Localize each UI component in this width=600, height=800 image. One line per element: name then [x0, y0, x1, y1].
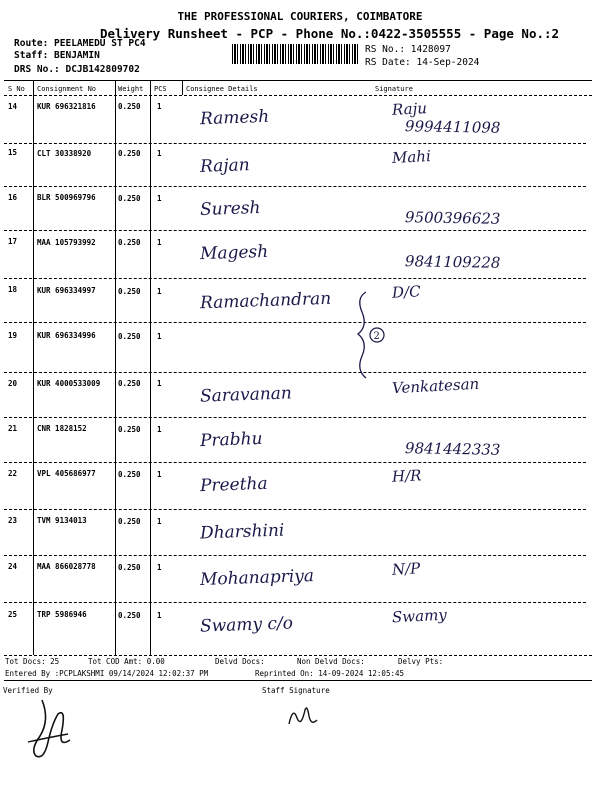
bracket-number: 2 [373, 331, 380, 342]
pcs: 1 [157, 563, 162, 572]
weight: 0.250 [118, 238, 141, 247]
receiver-phone: 9841109228 [404, 252, 501, 272]
col-header-sno: S No [8, 85, 25, 93]
sno: 24 [8, 562, 18, 571]
verified-by-label: Verified By [3, 686, 53, 695]
table-row [0, 96, 600, 136]
pcs: 1 [157, 332, 162, 341]
sno: 21 [8, 424, 18, 433]
receiver-phone: 9500396623 [404, 208, 501, 228]
consignee-handwriting: Dharshini [199, 520, 285, 544]
tot-cod-amount: Tot COD Amt: 0.00 [88, 657, 165, 666]
consignee-handwriting: Preetha [199, 473, 268, 497]
pcs: 1 [157, 611, 162, 620]
weight: 0.250 [118, 332, 141, 341]
pcs: 1 [157, 517, 162, 526]
pcs: 1 [157, 102, 162, 111]
table-row [0, 510, 600, 550]
staff-signature [285, 700, 325, 730]
pcs: 1 [157, 379, 162, 388]
weight: 0.250 [118, 470, 141, 479]
bracket-mark [352, 290, 392, 380]
receiver-signature: H/R [391, 466, 422, 486]
staff-signature-label: Staff Signature [262, 686, 330, 695]
consignment-no: KUR 696321816 [37, 102, 96, 111]
entered-by: Entered By :PCPLAKSHMI 09/14/2024 12:02:37 PM [5, 669, 209, 678]
col-header-consignment: Consignment No [37, 85, 97, 93]
company-name: THE PROFESSIONAL COURIERS, COIMBATORE [177, 10, 423, 23]
table-row [0, 231, 600, 271]
non-delivered-docs: Non Delvd Docs: [297, 657, 365, 666]
pcs: 1 [157, 470, 162, 479]
sno: 23 [8, 516, 18, 525]
sno: 15 [8, 148, 18, 157]
weight: 0.250 [118, 149, 141, 158]
pcs: 1 [157, 149, 162, 158]
table-row [0, 323, 600, 363]
sno: 17 [8, 237, 18, 246]
weight: 0.250 [118, 102, 141, 111]
weight: 0.250 [118, 379, 141, 388]
consignee-handwriting: Suresh [199, 197, 261, 221]
verified-by-signature [22, 690, 82, 770]
consignment-no: TVM 9134013 [37, 516, 87, 525]
drs-number: DRS No.: DCJB142809702 [14, 64, 140, 75]
rs-number: RS No.: 1428097 [365, 44, 451, 55]
consignee-handwriting: Ramachandran [199, 288, 332, 314]
receiver-signature: Swamy [391, 605, 448, 627]
col-header-weight: Weight [118, 85, 144, 93]
consignment-no: CLT 30338920 [37, 149, 92, 158]
consignee-handwriting: Swamy c/o [199, 613, 294, 637]
consignee-handwriting: Magesh [199, 241, 269, 265]
table-row [0, 144, 600, 184]
consignment-no: KUR 696334997 [37, 286, 96, 295]
consignee-handwriting: Mohanapriya [199, 566, 315, 590]
rs-date: RS Date: 14-Sep-2024 [365, 57, 480, 68]
table-bottom-border [4, 655, 592, 656]
consignment-no: TRP 5986946 [37, 610, 87, 619]
table-row [0, 418, 600, 458]
receiver-phone: 9841442333 [404, 439, 501, 459]
weight: 0.250 [118, 287, 141, 296]
table-row [0, 603, 600, 643]
consignment-no: BLR 500969796 [37, 193, 96, 202]
consignment-no: MAA 105793992 [37, 238, 96, 247]
receiver-signature: Venkatesan [391, 374, 480, 398]
consignment-no: KUR 696334996 [37, 331, 96, 340]
receiver-signature: Mahi [391, 146, 432, 168]
runsheet-title: Delivery Runsheet - PCP - Phone No.:0422-3505555 - Page No.:2 [100, 26, 560, 41]
consignment-no: CNR 1828152 [37, 424, 87, 433]
pcs: 1 [157, 194, 162, 203]
receiver-signature: N/P [391, 559, 421, 579]
verified-signature-text: A [52, 766, 53, 767]
receiver-phone: 9994411098 [404, 117, 501, 137]
delivered-docs: Delvd Docs: [215, 657, 265, 666]
route-label: Route: PEELAMEDU ST PC4 [14, 38, 146, 49]
col-header-details: Consignee Details [186, 85, 258, 93]
col-header-pcs: PCS [154, 85, 167, 93]
consignment-no: KUR 4000533009 [37, 379, 101, 388]
table-top-border [4, 80, 592, 81]
staff-signature-text: M [315, 728, 316, 729]
weight: 0.250 [118, 425, 141, 434]
weight: 0.250 [118, 563, 141, 572]
sno: 20 [8, 379, 18, 388]
sno: 25 [8, 610, 18, 619]
sno: 16 [8, 193, 18, 202]
staff-label: Staff: BENJAMIN [14, 50, 100, 61]
consignee-handwriting: Saravanan [199, 383, 293, 407]
receiver-signature: D/C [391, 282, 422, 302]
table-row [0, 187, 600, 227]
tot-docs: Tot Docs: 25 [5, 657, 60, 666]
table-row [0, 373, 600, 413]
consignment-no: VPL 405686977 [37, 469, 96, 478]
barcode [232, 44, 360, 64]
delivery-points: Delvy Pts: [398, 657, 444, 666]
consignment-no: MAA 866028778 [37, 562, 96, 571]
sno: 19 [8, 331, 18, 340]
consignee-handwriting: Prabhu [199, 428, 263, 452]
weight: 0.250 [118, 194, 141, 203]
sno: 18 [8, 285, 18, 294]
footer-divider [4, 680, 592, 681]
sno: 14 [8, 102, 18, 111]
consignee-handwriting: Ramesh [199, 106, 270, 130]
weight: 0.250 [118, 517, 141, 526]
consignee-handwriting: Rajan [199, 155, 251, 177]
column-divider [182, 80, 183, 95]
sno: 22 [8, 469, 18, 478]
pcs: 1 [157, 287, 162, 296]
pcs: 1 [157, 238, 162, 247]
col-header-signature: Signature [375, 85, 413, 93]
weight: 0.250 [118, 611, 141, 620]
reprinted-on: Reprinted On: 14-09-2024 12:05:45 [255, 669, 405, 678]
pcs: 1 [157, 425, 162, 434]
receiver-signature: Raju [391, 99, 428, 119]
table-row [0, 463, 600, 503]
